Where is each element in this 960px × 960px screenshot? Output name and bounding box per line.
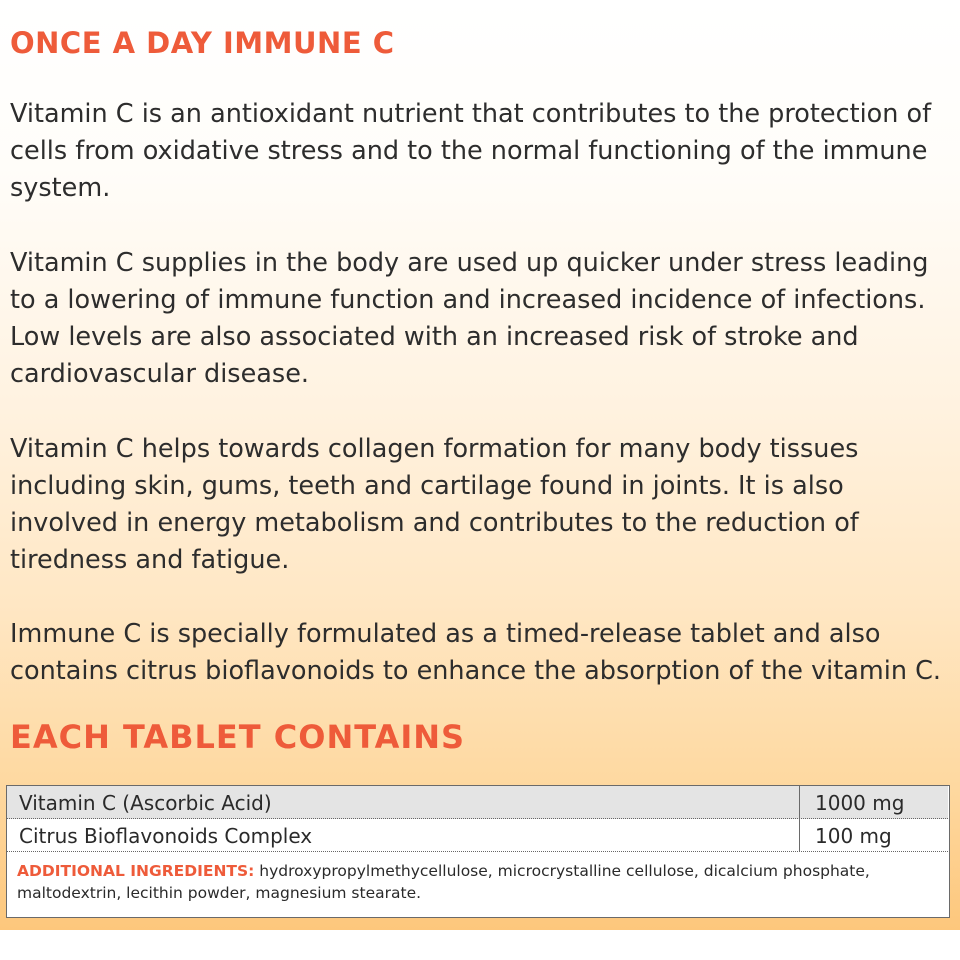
additional-ingredients-label: ADDITIONAL INGREDIENTS: (17, 862, 255, 880)
contents-heading: EACH TABLET CONTAINS (10, 718, 466, 756)
column-divider (799, 819, 800, 851)
ingredient-name: Vitamin C (Ascorbic Acid) (19, 791, 272, 815)
page-title: ONCE A DAY IMMUNE C (10, 26, 395, 60)
paragraph-collagen: Vitamin C helps towards collagen formation for many body tissues including skin, gums, teeth and cartilage found in joints. It is also involved in energy metabolism and contributes to the reduction of tiredness and fatigue. (10, 434, 859, 575)
paragraph-formulation: Immune C is specially formulated as a timed-release tablet and also contains citrus bioflavonoids to enhance the absorption of the vitamin C. (10, 619, 941, 686)
table-row (7, 819, 948, 852)
table-row (7, 786, 948, 819)
column-divider (799, 786, 800, 818)
paragraph-antioxidant: Vitamin C is an antioxidant nutrient that contributes to the protection of cells from oxidative stress and to the normal functioning of the immune system. (10, 99, 932, 203)
ingredients-table (6, 785, 950, 918)
ingredient-amount: 100 mg (815, 824, 892, 848)
additional-ingredients (17, 860, 937, 904)
paragraph-stress: Vitamin C supplies in the body are used up quicker under stress leading to a lowering of immune function and increased incidence of infections. Low levels are also associated with an increased risk of stroke and cardiovascular disease. (10, 248, 929, 389)
ingredient-amount: 1000 mg (815, 791, 905, 815)
additional-ingredients-text: hydroxypropylmethycellulose, microcrystalline cellulose, dicalcium phosphate, maltodextrin, lecithin powder, magnesium stearate. (17, 862, 870, 902)
ingredient-name: Citrus Bioflavonoids Complex (19, 824, 313, 848)
